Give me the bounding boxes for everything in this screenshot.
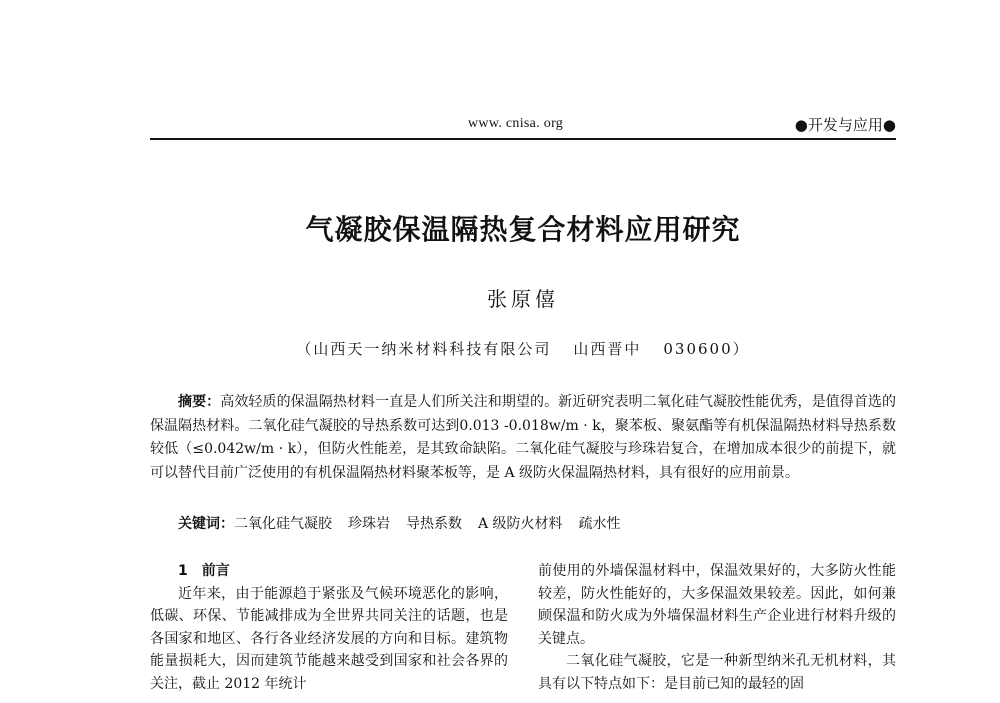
- paper-title: 气凝胶保温隔热复合材料应用研究: [305, 213, 741, 246]
- abstract-text: 高效轻质的保温隔热材料一直是人们所关注和期望的。新近研究表明二氧化硅气凝胶性能优秀，是值得首选的保温隔热材料。二氧化硅气凝胶的导热系数可达到0.013 -0.018w/m · k，聚苯板、聚氨酯等有机保温隔热材料导热系数较低（≤0.042w/m · k），但防火性能差，是其致命缺陷。二氧化硅气凝胶与珍珠岩复合，在增加成本很少的前提下，就可以替代目前广泛使用的有机保温隔热材料聚苯板等，是 A 级防火保温隔热材料，具有很好的应用前景。: [150, 394, 897, 481]
- keyword-item: 二氧化硅气凝胶: [234, 516, 332, 532]
- abstract: [150, 391, 896, 485]
- body-paragraph: 近年来，由于能源趋于紧张及气候环境恶化的影响，低碳、环保、节能减排成为全世界共同关注的话题，也是各国家和地区、各行各业经济发展的方向和目标。建筑物能量损耗大，因而建筑节能越来越受到国家和社会各界的关注，截止 2012 年统计: [150, 585, 508, 692]
- affiliation-city: 山西晋中: [573, 340, 642, 358]
- section-title: 前言: [201, 563, 230, 579]
- abstract-label: 摘要：: [178, 394, 221, 410]
- body-column-right: [538, 560, 896, 695]
- author-name: 张原僖: [487, 287, 559, 311]
- affiliation-organization: 山西天一纳米材料科技有限公司: [313, 340, 552, 358]
- running-header: [150, 110, 896, 144]
- keyword-item: 珍珠岩: [348, 516, 390, 532]
- body-paragraph-continued: 前使用的外墙保温材料中，保温效果好的，大多防火性能较差，防火性能好的，大多保温效果较差。因此，如何兼顾保温和防火成为外墙保温材料生产企业进行材料升级的关键点。: [538, 563, 896, 647]
- header-rule: [150, 138, 896, 140]
- section-number: 1: [178, 563, 188, 579]
- section-label: [795, 114, 896, 135]
- keyword-item: A 级防火材料: [478, 516, 563, 532]
- keywords-label: 关键词：: [178, 516, 234, 532]
- section-label-text: 开发与应用: [807, 116, 883, 134]
- section-heading: [150, 560, 508, 583]
- affiliation-open-paren: （: [296, 340, 314, 358]
- bullet-left-icon: ●: [794, 116, 808, 134]
- author-affiliation: [150, 338, 896, 359]
- journal-url[interactable]: www. cnisa. org: [468, 116, 564, 131]
- bullet-right-icon: ●: [882, 116, 896, 134]
- body-column-left: [150, 560, 508, 695]
- affiliation-close-paren: ）: [732, 340, 750, 358]
- keywords: [150, 513, 896, 536]
- keyword-item: 导热系数: [406, 516, 462, 532]
- body-paragraph: 二氧化硅气凝胶，它是一种新型纳米孔无机材料，其具有以下特点如下：是目前已知的最轻的固: [538, 653, 896, 692]
- affiliation-postcode: 030600: [663, 340, 733, 358]
- keyword-item: 疏水性: [578, 516, 621, 532]
